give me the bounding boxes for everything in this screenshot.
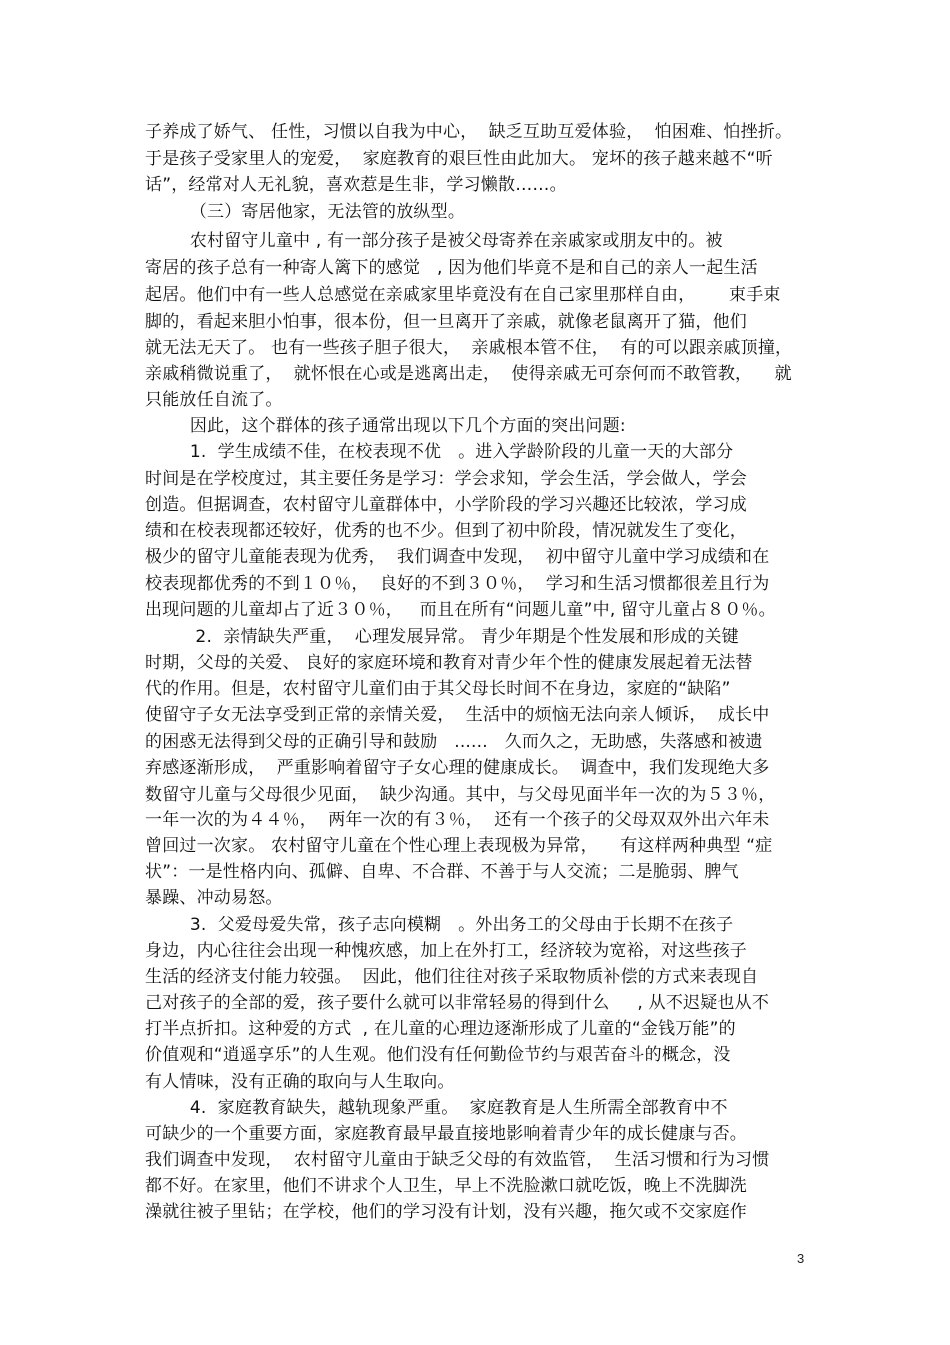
text-line: 我们调查中发现， 农村留守儿童由于缺乏父母的有效监管， 生活习惯和行为习惯 (145, 1150, 770, 1170)
text-line: 就无法无天了。 也有一些孩子胆子很大， 亲戚根本管不住， 有的可以跟亲戚顶撞， (145, 338, 793, 358)
text-line: 数留守儿童与父母很少见面， 缺少沟通。其中，与父母见面半年一次的为５３％， (145, 785, 776, 805)
text-line: 弃感逐渐形成， 严重影响着留守子女心理的健康成长。 调查中，我们发现绝大多 (145, 758, 770, 778)
text-line: 打半点折扣。这种爱的方式 , 在儿童的心理边逐渐形成了儿童的“金钱万能”的 (145, 1019, 736, 1039)
text-line: 可缺少的一个重要方面，家庭教育最早最直接地影响着青少年的成长健康与否。 (145, 1124, 747, 1144)
text-line: 起居。他们中有一些人总感觉在亲戚家里毕竟没有在自己家里那样自由， 束手束 (145, 285, 781, 305)
text-line: 澡就往被子里钻；在学校，他们的学习没有计划，没有兴趣，拖欠或不交家庭作 (145, 1202, 747, 1222)
text-line: 的困惑无法得到父母的正确引导和鼓励 ...... 久而久之，无助感，失落感和被遗 (145, 732, 763, 752)
text-line: 曾回过一次家。 农村留守儿童在个性心理上表现极为异常， 有这样两种典型 “症 (145, 836, 773, 856)
text-line: 亲戚稍微说重了， 就怀恨在心或是逃离出走， 使得亲戚无可奈何而不敢管教， 就 (145, 364, 792, 384)
text-line: 生活的经济支付能力较强。 因此，他们往往对孩子采取物质补偿的方式来表现自 (145, 967, 759, 987)
text-line: 代的作用。但是，农村留守儿童们由于其父母长时间不在身边，家庭的“缺陷” (145, 679, 731, 699)
text-line: 身边，内心往往会出现一种愧疚感，加上在外打工，经济较为宽裕，对这些孩子 (145, 941, 747, 961)
list-item-heading: 2. 亲情缺失严重， 心理发展异常。 青少年期是个性发展和形成的关键 (145, 627, 739, 647)
text-line: 因此，这个群体的孩子通常出现以下几个方面的突出问题: (145, 416, 626, 436)
section-heading: （三）寄居他家，无法管的放纵型。 (145, 202, 466, 222)
list-item-heading: 1. 学生成绩不佳，在校表现不优 。进入学龄阶段的儿童一天的大部分 (145, 442, 734, 462)
text-line: 校表现都优秀的不到１０％， 良好的不到３０％， 学习和生活习惯都很差且行为 (145, 574, 770, 594)
page-number: 3 (797, 1251, 805, 1266)
text-line: 绩和在校表现都还较好，优秀的也不少。但到了初中阶段，情况就发生了变化， (145, 521, 747, 541)
text-line: 一年一次的为４４％， 两年一次的有３％， 还有一个孩子的父母双双外出六年未 (145, 810, 770, 830)
text-line: 有人情味，没有正确的取向与人生取向。 (145, 1072, 455, 1092)
text-line: 话”，经常对人无礼貌，喜欢惹是生非，学习懒散……。 (145, 175, 567, 195)
text-line: 寄居的孩子总有一种寄人篱下的感觉 , 因为他们毕竟不是和自己的亲人一起生活 (145, 258, 758, 278)
list-item-heading: 3. 父爱母爱失常，孩子志向模糊 。外出务工的父母由于长期不在孩子 (145, 915, 734, 935)
text-line: 创造。但据调查，农村留守儿童群体中，小学阶段的学习兴趣还比较浓，学习成 (145, 495, 747, 515)
list-item-heading: 4. 家庭教育缺失，越轨现象严重。 家庭教育是人生所需全部教育中不 (145, 1098, 728, 1118)
text-line: 价值观和“逍遥享乐”的人生观。他们没有任何勤俭节约与艰苦奋斗的概念，没 (145, 1045, 731, 1065)
text-line: 时期，父母的关爱、 良好的家庭环境和教育对青少年个性的健康发展起着无法替 (145, 653, 753, 673)
text-line: 使留守子女无法享受到正常的亲情关爱， 生活中的烦恼无法向亲人倾诉， 成长中 (145, 705, 770, 725)
text-line: 出现问题的儿童却占了近３０％， 而且在所有“问题儿童”中, 留守儿童占８０％。 (145, 600, 776, 620)
text-line: 己对孩子的全部的爱，孩子要什么就可以非常轻易的得到什么 , 从不迟疑也从不 (145, 993, 770, 1013)
text-line: 农村留守儿童中 , 有一部分孩子是被父母寄养在亲戚家或朋友中的。被 (145, 231, 723, 251)
text-line: 状”：一是性格内向、孤僻、自卑、不合群、不善于与人交流；二是脆弱、脾气 (145, 862, 739, 882)
text-line: 极少的留守儿童能表现为优秀， 我们调查中发现， 初中留守儿童中学习成绩和在 (145, 547, 770, 567)
text-line: 暴躁、冲动易怒。 (145, 888, 283, 908)
text-line: 都不好。在家里，他们不讲求个人卫生，早上不洗脸漱口就吃饭，晚上不洗脚洗 (145, 1176, 747, 1196)
text-line: 时间是在学校度过，其主要任务是学习：学会求知，学会生活，学会做人，学会 (145, 469, 747, 489)
text-line: 子养成了娇气、 任性，习惯以自我为中心， 缺乏互助互爱体验， 怕困难、怕挫折。 (145, 122, 793, 142)
text-line: 只能放任自流了。 (145, 390, 283, 410)
text-line: 于是孩子受家里人的宠爱， 家庭教育的艰巨性由此加大。 宠坏的孩子越来越不“听 (145, 149, 773, 169)
text-line: 脚的，看起来胆小怕事，很本份，但一旦离开了亲戚，就像老鼠离开了猫，他们 (145, 312, 747, 332)
